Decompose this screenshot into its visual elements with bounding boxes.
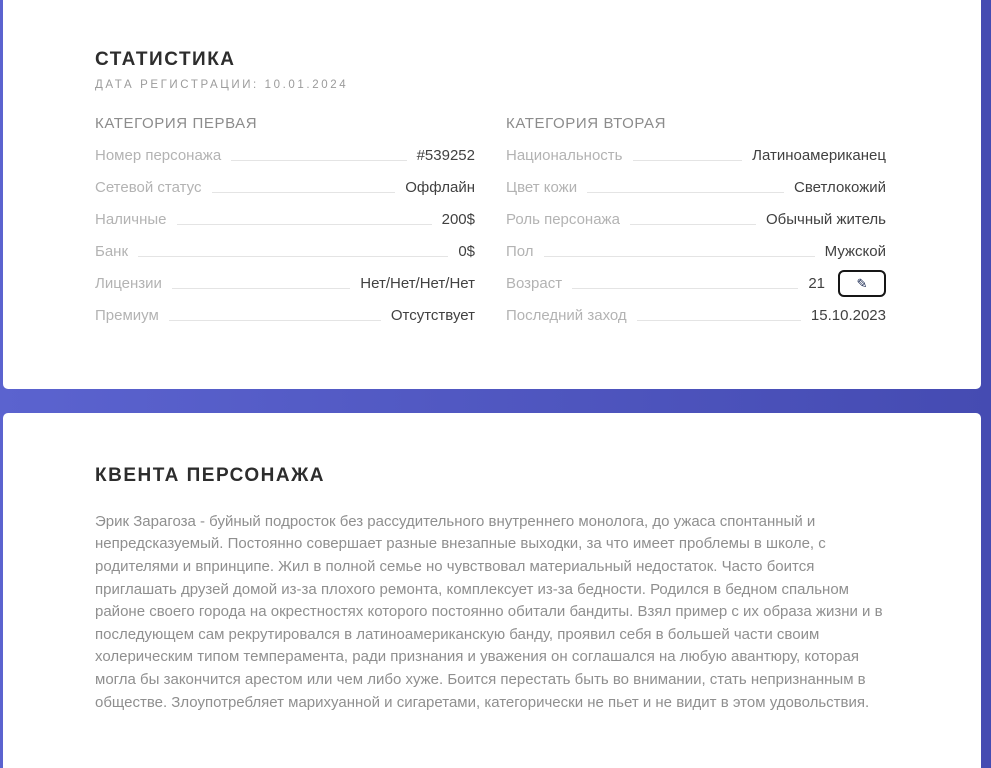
stat-label: Национальность [506, 147, 623, 165]
registration-date: ДАТА РЕГИСТРАЦИИ: 10.01.2024 [95, 78, 349, 91]
stats-columns [95, 115, 886, 332]
stat-label: Наличные [95, 211, 167, 229]
stat-label: Премиум [95, 307, 159, 325]
stat-label: Роль персонажа [506, 211, 620, 229]
stat-value: 15.10.2023 [810, 307, 886, 325]
leader-line [637, 320, 801, 321]
stat-row [95, 204, 475, 236]
leader-line [630, 224, 756, 225]
leader-line [587, 192, 784, 193]
stat-row [506, 204, 886, 236]
leader-line [169, 320, 381, 321]
leader-line [544, 256, 815, 257]
stat-row [95, 300, 475, 332]
stats-column [95, 115, 475, 332]
pencil-icon: ✎ [856, 276, 868, 292]
stat-label: Номер персонажа [95, 147, 222, 165]
stat-rows [506, 140, 886, 332]
column-heading: КАТЕГОРИЯ ВТОРАЯ [506, 114, 667, 132]
stat-row [95, 268, 475, 300]
stat-row [95, 140, 475, 172]
stat-value: Отсутствует [390, 307, 475, 325]
stat-label: Пол [506, 243, 534, 261]
leader-line [572, 288, 798, 289]
stat-value: 200$ [441, 211, 475, 229]
quenta-card [3, 413, 981, 768]
stat-row [506, 140, 886, 172]
stat-label: Возраст [506, 275, 563, 293]
stat-label: Банк [95, 243, 129, 261]
stat-rows [95, 140, 475, 332]
stat-value: Латиноамериканец [752, 147, 886, 165]
leader-line [212, 192, 396, 193]
stat-row [506, 300, 886, 332]
stat-row [95, 236, 475, 268]
statistics-title: СТАТИСТИКА [95, 49, 236, 70]
stat-value: Обычный житель [766, 211, 886, 229]
leader-line [138, 256, 448, 257]
leader-line [633, 160, 743, 161]
stat-value: Светлокожий [794, 179, 886, 197]
statistics-card [3, 0, 981, 389]
edit-age-button[interactable] [838, 270, 886, 297]
stat-value: 0$ [458, 243, 475, 261]
stat-row [506, 268, 886, 300]
stat-value: Оффлайн [405, 179, 475, 197]
stat-label: Лицензии [95, 275, 162, 293]
stat-value: #539252 [416, 147, 475, 165]
leader-line [172, 288, 350, 289]
stat-value: Мужской [824, 243, 886, 261]
stats-column [506, 115, 886, 332]
stat-label: Цвет кожи [506, 179, 578, 197]
leader-line [231, 160, 406, 161]
quenta-title: КВЕНТА ПЕРСОНАЖА [95, 465, 326, 486]
stat-label: Последний заход [506, 307, 627, 325]
quenta-text: Эрик Зарагоза - буйный подросток без рассудительного внутреннего монолога, до ужаса спонтанный и непредсказуемый. Постоянно совершает разные внезапные выходки, за что имеет проблемы в школе, с родителями и впринципе. Жил в полной семье но чувствовал материальный недостаток. Часто боится приглашать друзей домой из-за плохого ремонта, комплексует из-за бедности. Родился в бедном спальном районе своего города на окрестностях которого постоянно обитали бандиты. Взял пример с их образа жизни и в последующем сам рекрутировался в латиноамериканскую банду, проявил себя в большей части своим холерическим типом темперамента, ради признания и уважения он соглашался на любую авантюру, которая могла бы закончится арестом или чем либо хуже. Боится перестать быть во внимании, стать непризнанным в обществе. Злоупотребляет марихуанной и сигаретами, категорически не пьет и не видит в этом удовольствия. [95, 512, 883, 711]
stat-row [95, 172, 475, 204]
stat-value: Нет/Нет/Нет/Нет [360, 275, 475, 293]
stat-row [506, 172, 886, 204]
stat-label: Сетевой статус [95, 179, 202, 197]
column-heading: КАТЕГОРИЯ ПЕРВАЯ [95, 114, 258, 132]
stat-row [506, 236, 886, 268]
leader-line [177, 224, 432, 225]
stat-value: 21 [808, 275, 825, 293]
